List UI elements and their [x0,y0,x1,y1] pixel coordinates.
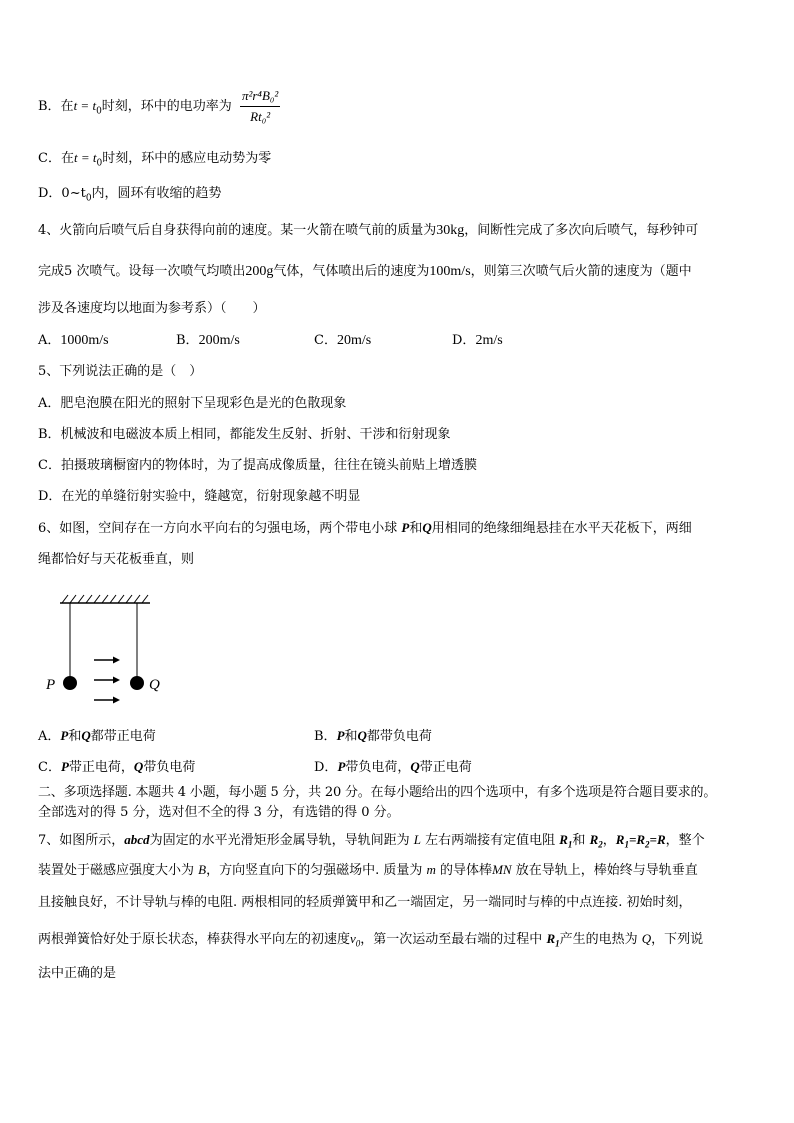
q4-option-a [38,333,109,349]
speed-value: 100m/s [429,264,471,279]
text: 左右两端接有定值电阻 [425,833,556,848]
var-abcd: abcd [124,832,150,847]
q5-stem [38,364,202,380]
q7-line-3 [38,895,692,911]
q5-option-b [38,427,451,443]
text: 都带正电荷 [90,729,156,744]
q3-option-c [38,150,271,172]
field-arrow-icon [94,657,120,664]
sub: 0 [96,106,102,117]
text: 5、下列说法正确的是（ ） [38,364,203,379]
text: 绳都恰好与天花板垂直，则 [38,552,195,567]
fraction-numerator: π²r⁴B₀² [240,88,280,107]
text: B．机械波和电磁波本质上相同，都能发生反射、折射、干涉和衍射现象 [38,427,451,442]
text: 放在导轨上，棒始终与导轨垂直 [515,863,698,878]
q4-option-d [452,333,503,349]
text: 为固定的水平光滑矩形金属导轨，导轨间距为 [149,833,410,848]
sub: 0 [96,158,103,169]
ceiling [60,595,150,603]
q6-option-c [38,759,195,776]
text: 都带负电荷 [366,729,432,744]
text: ，整个 [665,833,705,848]
text: 带负电荷 [143,760,196,775]
q7-line-1 [38,832,705,853]
var-q: Q [81,728,91,743]
section2-line-2 [38,805,400,821]
text: 的导体棒 [440,863,493,878]
q7-line-4 [38,931,703,952]
text: 全部选对的得 5 分，选对但不全的得 3 分，有选错的得 0 分。 [38,805,400,820]
label-p: P [46,677,56,693]
value: 200m/s [198,333,240,348]
ball-p [63,676,77,690]
ball-q [130,676,144,690]
label: C． [38,760,61,775]
field-arrow-icon [94,677,120,684]
text: 带负电荷， [345,760,411,775]
text: ，间断性完成了多次向后喷气，每秒钟可 [464,223,699,238]
q3-option-b [38,88,280,125]
var-p: P [60,728,69,743]
text: 内，圆环有收缩的趋势 [91,186,222,201]
q5-option-c [38,458,477,474]
var-q-heat: Q [641,931,652,946]
q6-line-2 [38,552,194,568]
var-p: P [337,759,346,774]
text: B．在 [38,99,74,114]
fraction-denominator: Rt₀² [250,109,271,124]
text: 装置处于磁感应强度大小为 [38,863,195,878]
mass-value: 30kg [436,223,465,238]
label-q: Q [149,677,160,693]
text: 涉及各速度均以地面为参考系）（ ） [38,301,266,316]
text: 二、多项选择题. 本题共 4 小题，每小题 5 分，共 20 分。在每小题给出的四个选项中，有多个选项是符合题目要求的。 [38,785,717,800]
var-q: Q [410,759,420,774]
var-mn: MN [492,862,512,877]
q6-diagram [40,585,170,710]
text: 时刻，环中的感应电动势为零 [102,151,272,166]
text: 时刻，环中的电功率为 [101,99,232,114]
q5-option-a [38,396,346,412]
label: A． [38,729,61,744]
var-p: P [401,520,410,535]
var-m: m [426,862,436,877]
var-r1: $R_1$ [546,931,560,949]
q4-line-3 [38,301,266,317]
q7-line-2 [38,862,698,879]
text: 且接触良好，不计导轨与棒的电阻. 两根相同的轻质弹簧甲和乙一端固定，另一端同时与棒的中点连接. 初始时刻， [38,895,692,910]
var-p: P [60,759,69,774]
text: ，第一次运动至最右端的过程中 [360,932,543,947]
var-q: Q [422,520,432,535]
label: C． [314,333,337,348]
text: ，则第三次喷气后火箭的速度为（题中 [470,264,692,279]
text: 和 [409,521,423,536]
field-arrow-icon [94,697,120,704]
text: C．拍摄玻璃橱窗内的物体时，为了提高成像质量，往往在镜头前贴上增透膜 [38,458,477,473]
text: 4、火箭向后喷气后自身获得向前的速度。某一火箭在喷气前的质量为 [38,223,437,238]
text: 法中正确的是 [38,966,117,981]
power-fraction [240,88,280,125]
q4-options [38,333,758,351]
var-t: t = t [73,150,97,165]
text: 两根弹簧恰好处于原长状态，棒获得水平向左的初速度 [38,932,351,947]
value: 2m/s [475,333,503,348]
label: A． [38,333,61,348]
text: ，下列说 [651,932,704,947]
var-t: t = t [73,98,97,113]
section2-line-1 [38,785,716,801]
var-r1: $R_1$ [559,832,573,850]
value: 1000m/s [60,333,109,348]
text: ， [602,833,616,848]
q6-options-row-1 [38,728,758,746]
label: D． [314,760,338,775]
var-q: Q [357,728,367,743]
text: D．0~t [38,186,86,201]
var-p: P [336,728,345,743]
text: 带正电荷 [419,760,472,775]
var-v0: $v_0$ [350,931,361,949]
text: 6、如图，空间存在一方向水平向右的匀强电场，两个带电小球 [38,521,398,536]
q6-option-b [314,728,432,745]
gas-value: 200g [245,264,274,279]
q4-line-2 [38,264,692,280]
q6-option-d [314,759,472,776]
text: 气体，气体喷出后的速度为 [273,264,430,279]
text: 和 [572,833,586,848]
text: ，方向竖直向下的匀强磁场中. 质量为 [206,863,423,878]
text: 带正电荷， [68,760,134,775]
text: 和 [344,729,358,744]
text: 和 [68,729,82,744]
q7-line-5 [38,966,116,982]
text: C．在 [38,151,74,166]
q5-option-d [38,489,360,505]
var-q: Q [133,759,144,774]
q6-option-a [38,728,156,745]
label: D． [452,333,476,348]
text: 7、如图所示， [38,833,125,848]
q6-options-row-2 [38,759,758,777]
text: 产生的电热为 [559,932,638,947]
var-v: v [350,931,356,946]
label: B． [314,729,337,744]
var-b: B [198,862,207,877]
q4-option-c [314,333,371,349]
value: 20m/s [336,333,372,348]
sub: 0 [85,193,92,204]
label: B． [176,333,199,348]
text: 用相同的绝缘细绳悬挂在水平天花板下，两细 [431,521,692,536]
q4-line-1 [38,223,698,239]
var-l: L [413,832,421,847]
q3-option-d [38,186,222,207]
var-r2: $R_2$ [589,832,603,850]
q6-line-1 [38,520,692,537]
q4-option-b [176,333,240,349]
eq-r1-r2-r: $R_1=R_2=R$ [615,832,666,850]
text: A．肥皂泡膜在阳光的照射下呈现彩色是光的色散现象 [38,396,347,411]
text: 完成5 次喷气。设每一次喷气均喷出 [38,264,246,279]
text: D．在光的单缝衍射实验中，缝越宽，衍射现象越不明显 [38,489,361,504]
